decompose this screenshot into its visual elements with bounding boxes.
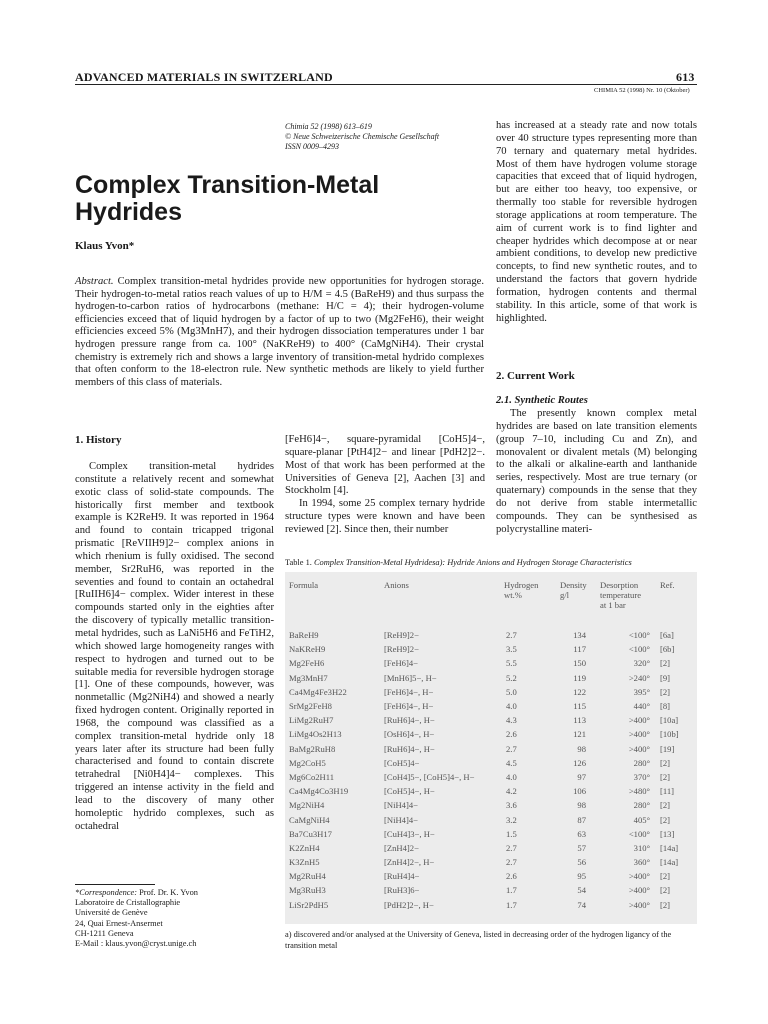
cell-desorption-temp: 440° [633, 701, 650, 712]
cell-density: 54 [577, 885, 586, 896]
table-row [285, 628, 697, 642]
cell-formula: Ca4Mg4Co3H19 [289, 786, 349, 797]
subsection-heading: 2.1. Synthetic Routes [496, 395, 588, 406]
cell-anions: [CoH4]5−, [CoH5]4−, H− [384, 771, 475, 782]
cell-hydrogen-wt: 5.5 [506, 658, 517, 669]
cell-hydrogen-wt: 1.5 [506, 828, 517, 839]
cell-ref: [2] [660, 871, 671, 882]
cell-formula: Ba7Cu3H17 [289, 828, 332, 839]
cell-ref: [8] [660, 701, 671, 712]
cell-hydrogen-wt: 2.7 [506, 857, 517, 868]
table-caption-text: Complex Transition-Metal Hydridesa): Hydride Anions and Hydrogen Storage Characteristics [311, 558, 632, 567]
cell-formula: Mg2FeH6 [289, 658, 325, 669]
cell-ref: [2] [660, 771, 671, 782]
citation-block [285, 122, 485, 152]
cell-hydrogen-wt: 4.5 [506, 757, 517, 768]
correspondence-name: Prof. Dr. K. Yvon [137, 888, 198, 897]
cell-density: 95 [577, 871, 586, 882]
table-row [285, 869, 697, 883]
cell-anions: [RuH3]6− [384, 885, 420, 896]
header-rule [75, 84, 697, 85]
table-row [285, 784, 697, 798]
cell-desorption-temp: 280° [633, 757, 650, 768]
cell-ref: [19] [660, 743, 675, 754]
cell-formula: Mg2CoH5 [289, 757, 326, 768]
header-line: g/l [560, 590, 570, 600]
table-row [285, 699, 697, 713]
cell-hydrogen-wt: 3.5 [506, 644, 517, 655]
cell-hydrogen-wt: 2.6 [506, 871, 517, 882]
table-label: Table 1. [285, 558, 312, 567]
correspondence-line: 24, Quai Ernest-Ansermet [75, 918, 163, 928]
cell-desorption-temp: 405° [633, 814, 650, 825]
cell-hydrogen-wt: 3.2 [506, 814, 517, 825]
cell-ref: [2] [660, 800, 671, 811]
cell-desorption-temp: >400° [628, 729, 650, 740]
correspondence-line: CH-1211 Geneva [75, 928, 134, 938]
cell-formula: Ca4Mg4Fe3H22 [289, 686, 347, 697]
cell-ref: [10a] [660, 715, 679, 726]
header-line: at 1 bar [600, 600, 626, 610]
table-row [285, 798, 697, 812]
header-line: temperature [600, 590, 642, 600]
table-caption [285, 558, 705, 567]
cell-ref: [14a] [660, 842, 679, 853]
footnote-rule [75, 884, 155, 885]
table-row [285, 883, 697, 897]
correspondence-email: E-Mail : klaus.yvon@cryst.unige.ch [75, 939, 197, 949]
cell-hydrogen-wt: 2.7 [506, 743, 517, 754]
cell-density: 57 [577, 842, 586, 853]
table-row [285, 671, 697, 685]
cell-formula: BaMg2RuH8 [289, 743, 336, 754]
cell-density: 117 [573, 644, 586, 655]
header-ref: Ref. [660, 580, 675, 590]
cell-ref: [11] [660, 786, 674, 797]
cell-formula: K2ZnH4 [289, 842, 320, 853]
cell-hydrogen-wt: 2.7 [506, 630, 517, 641]
cell-anions: [FeH6]4−, H− [384, 701, 434, 712]
table-row [285, 841, 697, 855]
citation-line: Chimia 52 (1998) 613–619 [285, 122, 372, 131]
cell-anions: [RuH6]4−, H− [384, 715, 435, 726]
table-row [285, 812, 697, 826]
cell-density: 98 [577, 743, 586, 754]
cell-density: 119 [573, 672, 586, 683]
title-line: Hydrides [75, 198, 182, 226]
cell-formula: SrMg2FeH8 [289, 701, 332, 712]
cell-density: 106 [573, 786, 586, 797]
cell-formula: LiSr2PdH5 [289, 899, 329, 910]
cell-formula: LiMg4Os2H13 [289, 729, 342, 740]
cell-density: 134 [573, 630, 586, 641]
cell-anions: [FeH6]4−, H− [384, 686, 434, 697]
cell-anions: [ReH9]2− [384, 644, 419, 655]
cell-formula: Mg3RuH3 [289, 885, 326, 896]
table-footnote: a) discovered and/or analysed at the University of Geneva, listed in decreasing order of the hydrogen ligancy of the transition metal [285, 930, 672, 950]
cell-desorption-temp: >400° [628, 885, 650, 896]
cell-anions: [PdH2]2−, H− [384, 899, 434, 910]
header-formula: Formula [289, 580, 319, 590]
paragraph: The presently known complex metal hydrides are based on late transition elements (group 7–10, including Cu and Zn), and monovalent or divalent metals (M) belonging to the alkali or alkaline-earth and lanthanide series, respectively. Most are true ternary (or quaternary) compounds in the sense that they do not derive from stable intermetallic compounds. They can be synthesised as polycrystalline materi- [496, 408, 697, 535]
cell-anions: [OsH6]4−, H− [384, 729, 435, 740]
cell-ref: [2] [660, 885, 671, 896]
cell-ref: [2] [660, 686, 671, 697]
cell-ref: [2] [660, 814, 671, 825]
abstract [75, 276, 484, 389]
running-title: ADVANCED MATERIALS IN SWITZERLAND [75, 70, 333, 84]
table-row [285, 855, 697, 869]
cell-density: 56 [577, 857, 586, 868]
paragraph: [FeH6]4−, square-pyramidal [CoH5]4−, square-planar [PtH4]2− and linear [PdH2]2−. Most of that work has been performed at the Universities of Geneva [2], Aachen [3] and Stockholm [4]. [285, 434, 485, 497]
cell-desorption-temp: 310° [633, 842, 650, 853]
correspondence-label: *Correspondence: [75, 888, 138, 897]
citation-line: ISSN 0009–4293 [285, 142, 339, 151]
table-header-row [285, 580, 697, 628]
cell-hydrogen-wt: 2.6 [506, 729, 517, 740]
hydride-table [285, 580, 697, 912]
cell-density: 121 [573, 729, 586, 740]
header-desorption [600, 580, 660, 628]
cell-anions: [ZnH4]2− [384, 842, 419, 853]
journal-reference: CHIMIA 52 (1998) Nr. 10 (Oktober) [594, 87, 690, 94]
cell-desorption-temp: 280° [633, 800, 650, 811]
table-row [285, 727, 697, 741]
cell-hydrogen-wt: 4.2 [506, 786, 517, 797]
abstract-text: Complex transition-metal hydrides provide new opportunities for hydrogen storage. Their hydrogen-to-metal ratios reach values of up to H/M = 4.5 (BaReH9) and thus surpass the hydrogen-to-carbon ratios of hydrocarbons (methane: H/C = 4); their hydrogen-volume efficiencies exceed that of liquid hydrogen by a factor of up to two (Mg2FeH6), their weight efficiencies exceed 5% (Mg3MnH7), and their hydrogen dissociation temperatures under 1 bar hydrogen pressure range from ca. 100° (NaKReH9) to 400° (CaMgNiH4). Their crystal chemistry is extremely rich and shows a large inventory of transition-metal hydrido complexes that often conform to the 18-electron rule. New synthetic methods are likely to yield further members of this class of materials. [75, 276, 484, 388]
cell-density: 122 [573, 686, 586, 697]
cell-hydrogen-wt: 4.3 [506, 715, 517, 726]
cell-ref: [9] [660, 672, 671, 683]
cell-formula: Mg2NiH4 [289, 800, 325, 811]
correspondence [75, 888, 275, 949]
table-row [285, 827, 697, 841]
cell-formula: Mg3MnH7 [289, 672, 328, 683]
cell-desorption-temp: >400° [628, 743, 650, 754]
table-container [285, 572, 697, 924]
header-line: Hydrogen [504, 580, 539, 590]
cell-ref: [14a] [660, 857, 679, 868]
cell-anions: [MnH6]5−, H− [384, 672, 437, 683]
table-row [285, 656, 697, 670]
paragraph: Complex transition-metal hydrides constitute a relatively recent and somewhat exotic class of solid-state compounds. The historically first member and textbook example is K2ReH9. It was reported in 1964 and found to contain tricapped trigonal prismatic [ReVIIH9]2− complex anions in which rhenium is fully oxidised. The second member, Sr2RuH6, was reported in the seventies and found to contain an octahedral [RuIIH6]4− complex. Wider interest in these compounds started only in the eighties after the discovery of typically metallic transition-metal hydrides, such as LaNi5H6 and FeTiH2, which showed large homogeneity ranges with respect to hydrogen and turned out to be suitable media for reversible hydrogen storage [1]. One of these compounds, however, was nonmetallic (Mg2NiH4) and showed a nearly fixed hydrogen content. Originally reported in 1968, the compound was classified as a complex transition-metal hydride only 18 years later after its structure had been fully characterised and found to contain discrete tetrahedral [Ni0H4]4− complexes. This triggered an intense activity in the field and lead to the discovery of many other homoleptic hydrido complexes, such as octahedral [75, 461, 274, 832]
column-1-text [75, 461, 274, 855]
cell-desorption-temp: >400° [628, 715, 650, 726]
cell-anions: [FeH6]4− [384, 658, 418, 669]
cell-hydrogen-wt: 4.0 [506, 701, 517, 712]
cell-desorption-temp: >240° [628, 672, 650, 683]
citation-line: © Neue Schweizerische Chemische Gesellschaft [285, 132, 440, 141]
correspondence-line: Université de Genève [75, 908, 148, 918]
cell-desorption-temp: >480° [628, 786, 650, 797]
header-line: Density [560, 580, 587, 590]
cell-density: 113 [573, 715, 586, 726]
column-2-text [285, 434, 485, 537]
cell-anions: [NiH4]4− [384, 814, 418, 825]
page-number: 613 [676, 70, 695, 84]
cell-hydrogen-wt: 3.6 [506, 800, 517, 811]
cell-density: 63 [577, 828, 586, 839]
table-row [285, 685, 697, 699]
header-line: wt.% [504, 590, 522, 600]
paragraph: In 1994, some 25 complex ternary hydride structure types were known and have been reviewed [2]. Since then, their number [285, 498, 485, 535]
cell-density: 74 [577, 899, 586, 910]
cell-anions: [ReH9]2− [384, 630, 419, 641]
cell-density: 98 [577, 800, 586, 811]
cell-anions: [RuH6]4−, H− [384, 743, 435, 754]
cell-desorption-temp: 360° [633, 857, 650, 868]
paragraph: has increased at a steady rate and now totals over 40 structure types representing more than 70 ternary and quaternary metal hydrides. Most of them have hydrogen volume storage capacities that exceed that of liquid hydrogen, but are either too heavy, too expensive, or thermally too stable for reversible hydrogen storage applications at room temperature. The aim of current work is to find lighter and cheaper hydrides which decompose at or near ambient conditions, to develop new predictive concepts, to find new synthetic routes, and to understand the factors that govern hydride formation, hydrogen contents and thermal stability. In this article, some of that work is highlighted. [496, 120, 697, 324]
cell-formula: Mg6Co2H11 [289, 771, 335, 782]
cell-desorption-temp: <100° [628, 828, 650, 839]
cell-desorption-temp: 320° [633, 658, 650, 669]
abstract-label: Abstract. [75, 276, 114, 287]
author: Klaus Yvon* [75, 240, 135, 252]
cell-density: 150 [573, 658, 586, 669]
table-row [285, 713, 697, 727]
cell-density: 115 [573, 701, 586, 712]
table-row [285, 756, 697, 770]
table-row [285, 642, 697, 656]
cell-ref: [13] [660, 828, 675, 839]
header-anions: Anions [384, 580, 409, 590]
header-line: Desorption [600, 580, 639, 590]
cell-formula: LiMg2RuH7 [289, 715, 334, 726]
column-3-text-continued [496, 408, 697, 536]
cell-anions: [NiH4]4− [384, 800, 418, 811]
cell-hydrogen-wt: 1.7 [506, 899, 517, 910]
header-density [560, 580, 600, 628]
cell-ref: [2] [660, 658, 671, 669]
cell-anions: [RuH4]4− [384, 871, 420, 882]
cell-density: 97 [577, 771, 586, 782]
cell-anions: [CoH5]4− [384, 757, 420, 768]
cell-formula: BaReH9 [289, 630, 319, 641]
cell-ref: [10b] [660, 729, 679, 740]
cell-formula: Mg2RuH4 [289, 871, 326, 882]
cell-anions: [CoH5]4−, H− [384, 786, 435, 797]
cell-desorption-temp: 395° [633, 686, 650, 697]
cell-desorption-temp: 370° [633, 771, 650, 782]
column-3-text [496, 120, 697, 326]
cell-hydrogen-wt: 4.0 [506, 771, 517, 782]
section-heading: 1. History [75, 434, 122, 446]
cell-density: 126 [573, 757, 586, 768]
header-hydrogen [504, 580, 560, 628]
cell-hydrogen-wt: 5.2 [506, 672, 517, 683]
cell-desorption-temp: <100° [628, 630, 650, 641]
cell-anions: [ZnH4]2−, H− [384, 857, 435, 868]
article-title [75, 172, 475, 226]
cell-ref: [2] [660, 757, 671, 768]
correspondence-line [75, 888, 275, 898]
cell-hydrogen-wt: 5.0 [506, 686, 517, 697]
cell-desorption-temp: <100° [628, 644, 650, 655]
section-heading: 2. Current Work [496, 370, 575, 382]
cell-ref: [6a] [660, 630, 674, 641]
cell-desorption-temp: >400° [628, 871, 650, 882]
cell-ref: [6b] [660, 644, 675, 655]
table-row [285, 898, 697, 912]
cell-density: 87 [577, 814, 586, 825]
cell-hydrogen-wt: 2.7 [506, 842, 517, 853]
table-row [285, 742, 697, 756]
correspondence-line: Laboratoire de Cristallographie [75, 898, 181, 908]
cell-desorption-temp: >400° [628, 899, 650, 910]
cell-ref: [2] [660, 899, 671, 910]
table-row [285, 770, 697, 784]
cell-formula: CaMgNiH4 [289, 814, 330, 825]
cell-hydrogen-wt: 1.7 [506, 885, 517, 896]
cell-formula: NaKReH9 [289, 644, 326, 655]
cell-anions: [CuH4]3−, H− [384, 828, 435, 839]
cell-formula: K3ZnH5 [289, 857, 320, 868]
title-line: Complex Transition-Metal [75, 171, 380, 199]
